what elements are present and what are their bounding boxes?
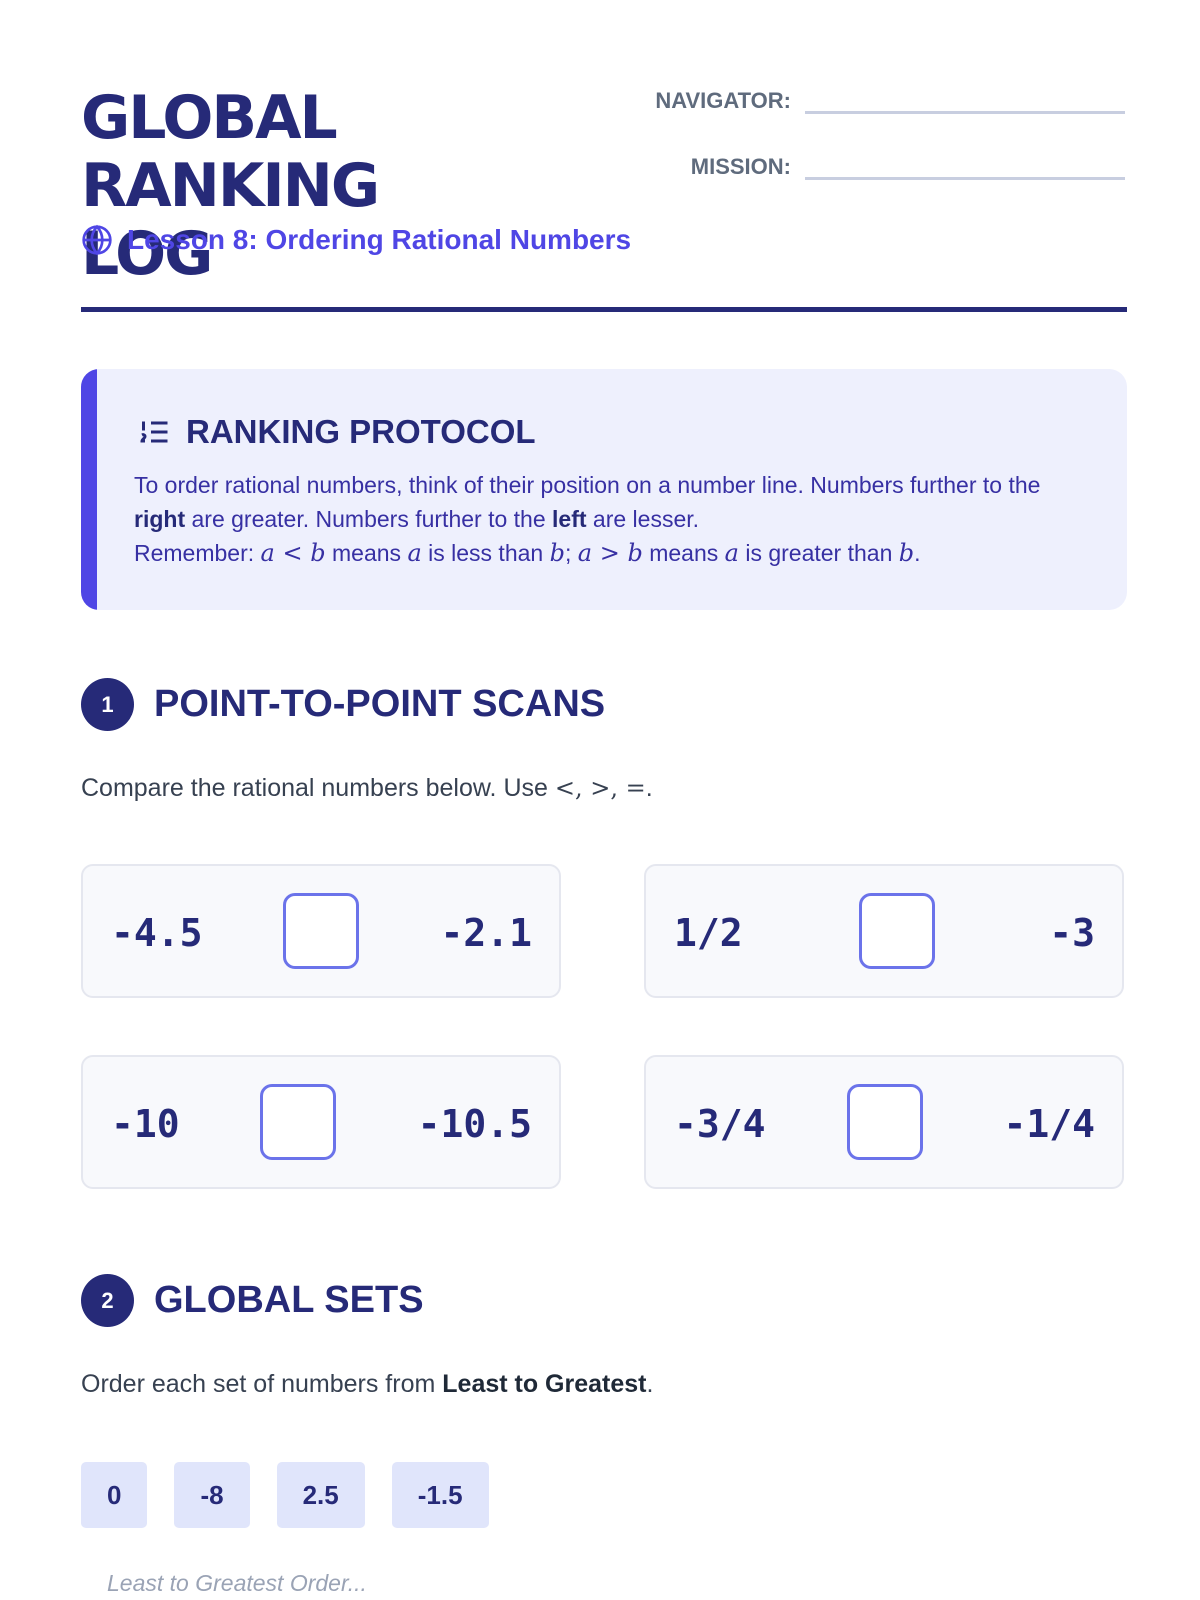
section-2-header <box>81 1274 424 1327</box>
section-2-title: GLOBAL SETS <box>154 1279 424 1321</box>
math-var-b: b <box>549 539 565 567</box>
math-lt: < <box>274 539 311 567</box>
title-line-2: LOG <box>81 219 212 289</box>
compare-left-value: -10 <box>111 1102 180 1146</box>
compare-answer-box[interactable] <box>847 1084 923 1160</box>
math-gt: > <box>592 539 628 567</box>
protocol-text-part: . <box>914 540 921 566</box>
number-chip: -8 <box>174 1462 249 1528</box>
compare-card <box>81 1055 561 1189</box>
title-line-1: GLOBAL RANKING <box>81 83 379 221</box>
number-chip: 0 <box>81 1462 147 1528</box>
numbered-list-icon <box>136 414 172 450</box>
worksheet-page <box>81 0 1127 1600</box>
instruction-text: . <box>646 1370 654 1398</box>
navigator-label: NAVIGATOR: <box>655 88 791 113</box>
compare-left-value: -3/4 <box>674 1102 766 1146</box>
section-1-instruction <box>81 774 653 803</box>
protocol-text-part: is less than <box>421 540 550 566</box>
lesson-label: Lesson 8: Ordering Rational Numbers <box>127 224 632 255</box>
compare-right-value: -1/4 <box>1003 1102 1095 1146</box>
mission-field <box>641 154 1125 180</box>
number-chip: 2.5 <box>277 1462 365 1528</box>
protocol-text-part: means <box>325 540 408 566</box>
compare-right-value: -3 <box>1049 911 1095 955</box>
number-chip: -1.5 <box>392 1462 489 1528</box>
protocol-heading <box>136 413 536 451</box>
compare-answer-box[interactable] <box>283 893 359 969</box>
page-title <box>81 84 641 288</box>
comparison-symbols: <, >, = <box>554 774 646 802</box>
protocol-text <box>134 468 1084 570</box>
mission-label: MISSION: <box>690 154 791 179</box>
protocol-title: RANKING PROTOCOL <box>186 413 536 450</box>
instruction-text: Order each set of numbers from <box>81 1370 443 1398</box>
compare-right-value: -2.1 <box>440 911 532 955</box>
protocol-emphasis-left: left <box>552 506 587 532</box>
compare-right-value: -10.5 <box>417 1102 532 1146</box>
order-answer-input[interactable] <box>107 1570 707 1597</box>
protocol-text-part: is greater than <box>738 540 899 566</box>
section-1-number: 1 <box>81 678 134 731</box>
navigator-field <box>641 88 1125 114</box>
section-1-header <box>81 678 605 731</box>
section-2-instruction <box>81 1370 653 1399</box>
compare-card <box>81 864 561 998</box>
math-var-a: a <box>577 539 593 567</box>
protocol-text-part: ; <box>564 540 578 566</box>
protocol-emphasis-right: right <box>134 506 186 532</box>
header-divider <box>81 307 1127 312</box>
section-1-title: POINT-TO-POINT SCANS <box>154 683 606 725</box>
math-var-b: b <box>310 539 326 567</box>
compare-left-value: -4.5 <box>111 911 203 955</box>
section-2-number: 2 <box>81 1274 134 1327</box>
compare-answer-box[interactable] <box>859 893 935 969</box>
protocol-text-part: are greater. Numbers further to the <box>185 506 553 532</box>
math-var-a: a <box>260 539 275 567</box>
compare-card <box>644 864 1124 998</box>
math-var-b: b <box>898 539 915 567</box>
protocol-text-part: To order rational numbers, think of their position on a number line. Numbers further to the <box>134 472 1041 498</box>
math-var-a: a <box>724 539 739 567</box>
math-var-a: a <box>407 539 422 567</box>
compare-card <box>644 1055 1124 1189</box>
math-var-b: b <box>627 539 643 567</box>
instruction-text: . <box>645 774 653 802</box>
navigator-input-line[interactable] <box>805 105 1125 114</box>
ranking-protocol-box <box>81 369 1127 610</box>
instruction-text: Compare the rational numbers below. Use <box>81 774 555 802</box>
instruction-emphasis: Least to Greatest <box>442 1370 647 1398</box>
protocol-text-part: means <box>642 540 725 566</box>
protocol-remember: Remember: <box>134 540 261 566</box>
mission-input-line[interactable] <box>805 171 1125 180</box>
compare-answer-box[interactable] <box>260 1084 336 1160</box>
globe-icon <box>81 224 113 256</box>
lesson-subtitle <box>81 224 631 256</box>
protocol-text-part: are lesser. <box>586 506 700 532</box>
compare-left-value: 1/2 <box>674 911 743 955</box>
number-set-chips <box>81 1462 516 1528</box>
